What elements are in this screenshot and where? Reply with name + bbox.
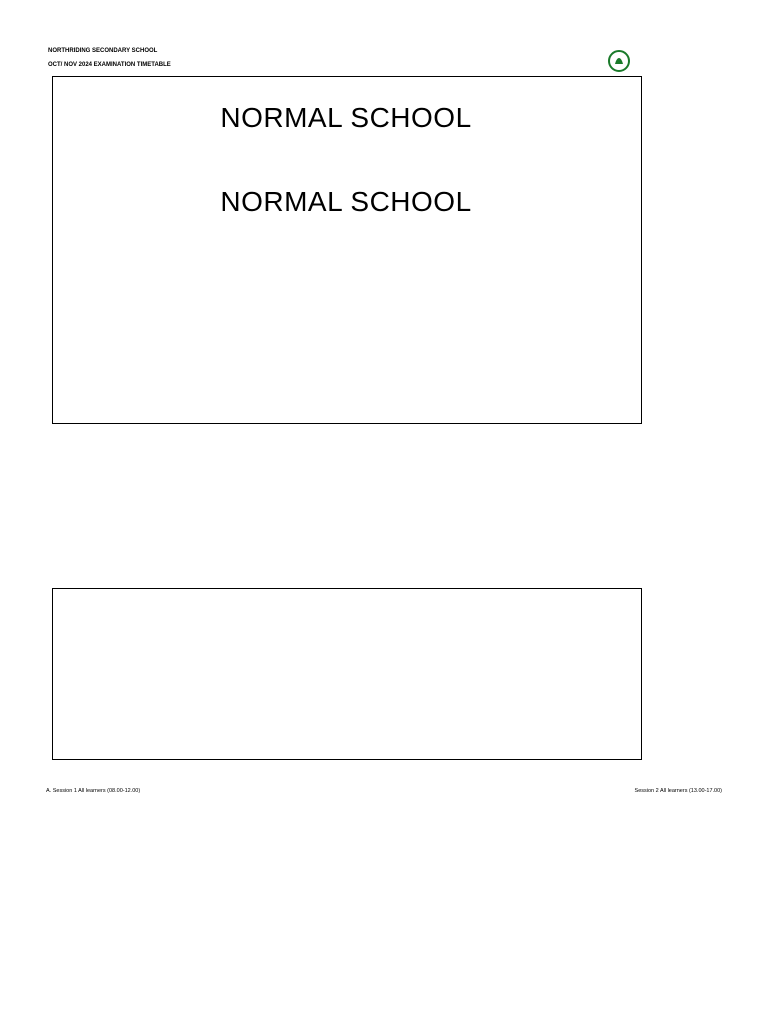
school-name: NORTHRIDING SECONDARY SCHOOL (48, 48, 158, 54)
normal-school-banner-2: NORMAL SCHOOL (220, 186, 472, 217)
footer-session-row (46, 788, 722, 794)
normal-school-banner-1: NORMAL SCHOOL (220, 102, 472, 133)
session2-time: All learners (13.00-17.00) (659, 788, 722, 794)
timetable-title: OCT/ NOV 2024 EXAMINATION TIMETABLE (48, 62, 171, 68)
session1-label: A. Session 1 (46, 788, 77, 794)
school-logo (604, 46, 634, 76)
session2-label: Session 2 (634, 788, 659, 794)
timetable-table-2 (52, 588, 642, 760)
session1-time: All learners (08.00-12.00) (78, 788, 141, 794)
